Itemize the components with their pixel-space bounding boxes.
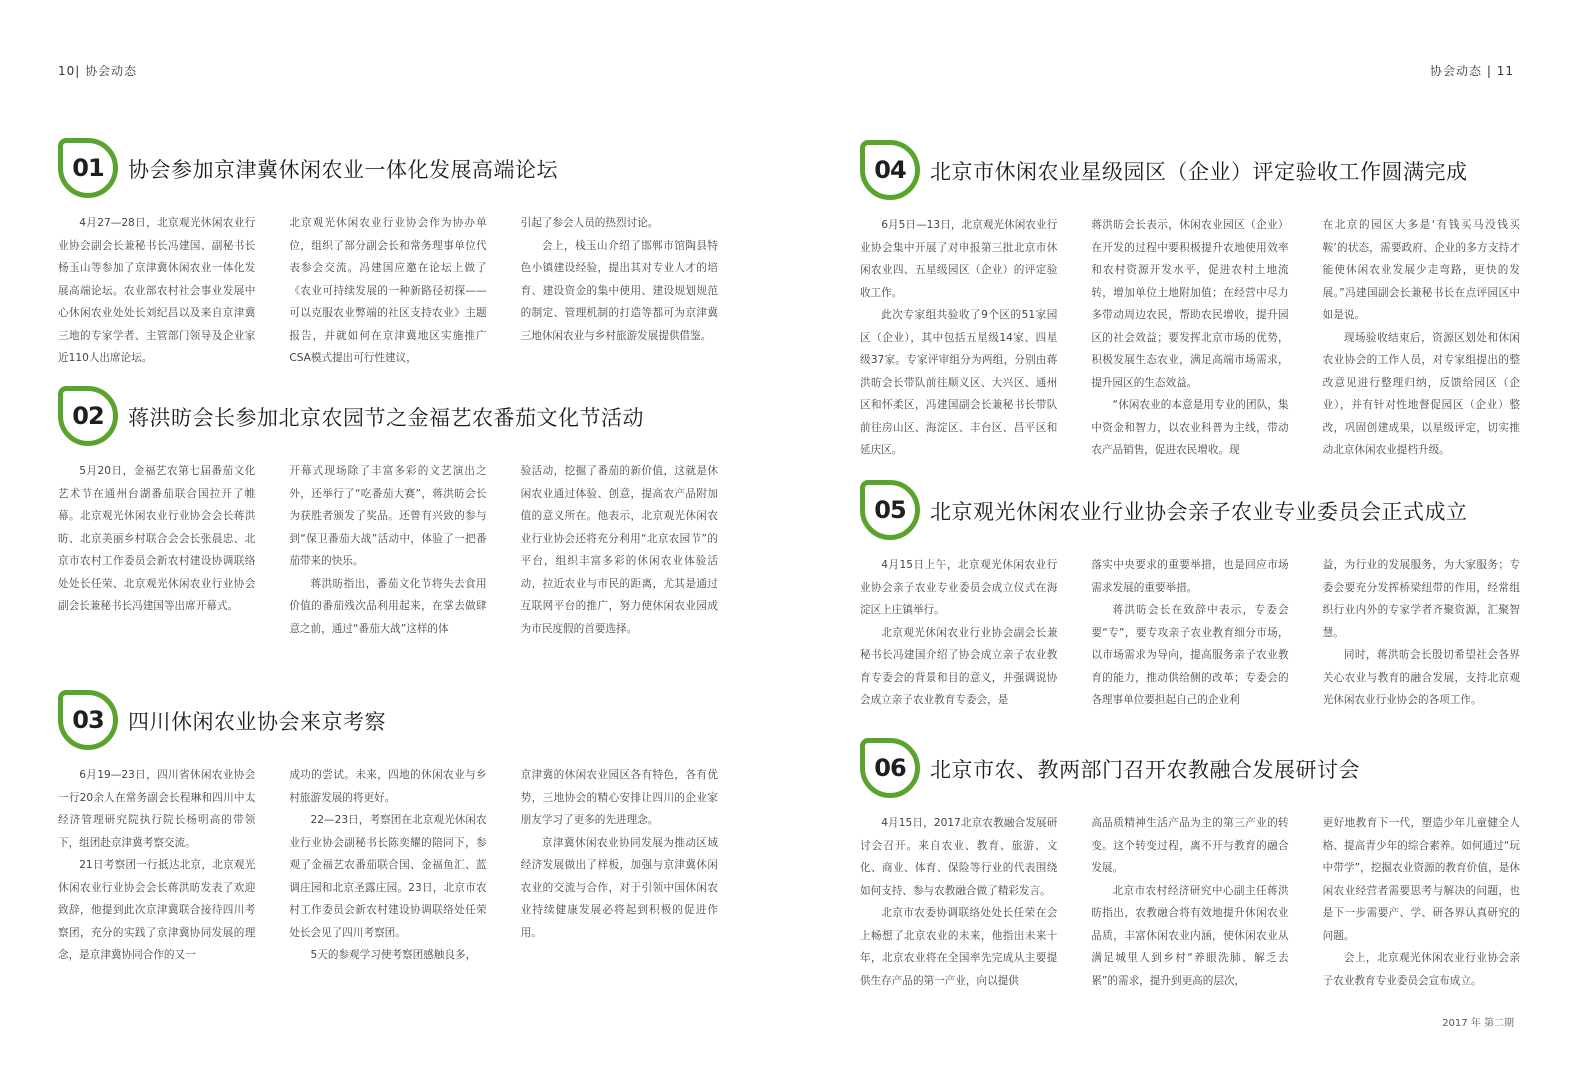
- paragraph: 落实中央要求的重要举措，也是回应市场需求发展的重要举措。: [1091, 559, 1289, 594]
- article-title: 蒋洪昉会长参加北京农园节之金福艺农番茄文化节活动: [128, 406, 644, 430]
- number-badge: [58, 138, 118, 198]
- article-title-row: [860, 140, 1520, 204]
- number-badge: [860, 480, 920, 540]
- paragraph: 益，为行业的发展服务，为大家服务；专委会要充分发挥桥梁纽带的作用，经常组织行业内外的专家学者齐聚资源，汇聚智慧。: [1322, 559, 1520, 639]
- article-body: [58, 460, 718, 640]
- text-column: [521, 460, 718, 640]
- text-column: [1091, 214, 1288, 462]
- paragraph: 此次专家组共验收了9个区的51家园区（企业），其中包括五星级14家、四星级37家。专家评审组分为两组，分别由蒋洪昉会长带队前往顺义区、大兴区、通州区和怀柔区，冯建国副会长兼秘书长带队前往房山区、海淀区、丰台区、昌平区和延庆区。: [860, 309, 1058, 456]
- paragraph: 北京市农委协调联络处处长任荣在会上畅想了北京农业的未来，他指出未来十年，北京农业将在全国率先完成从主要提供生存产品的第一产业，向以提供: [860, 907, 1058, 987]
- article-title-row: [58, 138, 718, 202]
- paragraph: 蒋洪昉会长在致辞中表示，专委会要“专”，要专攻亲子农业教育细分市场，以市场需求为导向，提高服务亲子农业教育的能力，推动供给侧的改革；专委会的各理事单位要担起自己的企业利: [1091, 604, 1289, 706]
- article-number: 03: [72, 706, 104, 734]
- paragraph: 4月15日上午，北京观光休闲农业行业协会亲子农业专业委员会成立仪式在海淀区上庄镇举行。: [860, 559, 1058, 616]
- article-title-row: [860, 480, 1520, 544]
- article-title-row: [860, 738, 1520, 802]
- paragraph: 验活动，挖掘了番茄的新价值，这就是休闲农业通过体验、创意，提高农产品附加值的意义所在。他表示，北京观光休闲农业行业协会还将充分利用“北京农园节”的平台，组织丰富多彩的休闲农业体验活动，拉近农业与市民的距离，尤其是通过互联网平台的推广，努力使休闲农业园成为市民度假的首要选择。: [520, 465, 718, 635]
- article-number: 04: [874, 156, 906, 184]
- paragraph: 更好地教育下一代，塑造少年儿童健全人格、提高青少年的综合素养。如何通过“玩中带学”，挖掘农业资源的教育价值，是休闲农业经营者需要思考与解决的问题，也是下一步需要产、学、研各界认真研究的问题。: [1322, 817, 1520, 942]
- number-badge: [58, 690, 118, 750]
- issue-footer: 2017 年 第二期: [1442, 1018, 1514, 1029]
- article-04: [860, 140, 1520, 462]
- paragraph: 4月27—28日，北京观光休闲农业行业协会副会长兼秘书长冯建国、副秘书长杨玉山等参加了京津冀休闲农业一体化发展高端论坛。农业部农村社会事业发展中心休闲农业处处长刘纪昌以及来自京津冀三地的专家学者、主管部门领导及企业家近110人出席论坛。: [58, 217, 256, 364]
- paragraph: 京津冀休闲农业协同发展为推动区域经济发展做出了样板，加强与京津冀休闲农业的交流与合作，对于引领中国休闲农业持续健康发展必将起到积极的促进作用。: [520, 836, 718, 939]
- article-title: 协会参加京津冀休闲农业一体化发展高端论坛: [128, 158, 558, 182]
- paragraph: 6月19—23日，四川省休闲农业协会一行20余人在常务副会长程琳和四川中太经济管理研究院执行院长杨明高的带领下，组团赴京津冀考察交流。: [58, 769, 256, 849]
- paragraph: 21日考察团一行抵达北京，北京观光休闲农业行业协会会长蒋洪昉发表了欢迎致辞，他提到此次京津冀联合接待四川考察团，充分的实践了京津冀协同发展的理念，是京津冀协同合作的又一: [58, 859, 256, 961]
- article-body: [58, 212, 718, 370]
- paragraph: 在北京的园区大多是‘有钱买马没钱买鞍’的状态，需要政府、企业的多方支持才能使休闲农业发展少走弯路，更快的发展。”冯建国副会长兼秘书长在点评园区中如是说。: [1322, 219, 1520, 321]
- paragraph: “休闲农业的本意是用专业的团队，集中资金和智力，以农业科普为主线，带动农产品销售，促进农民增收。现: [1091, 399, 1289, 456]
- text-column: [1323, 214, 1520, 462]
- paragraph: 开幕式现场除了丰富多彩的文艺演出之外，还举行了“吃番茄大赛”，蒋洪昉会长为获胜者颁发了奖品。还曾有兴致的参与到“保卫番茄大战”活动中，体验了一把番茄带来的快乐。: [289, 465, 487, 567]
- running-header-left: 10| 协会动态: [58, 64, 138, 78]
- text-column: [1091, 554, 1288, 712]
- text-column: [289, 460, 486, 640]
- paragraph: 22—23日，考察团在北京观光休闲农业行业协会副秘书长陈奕耀的陪同下，参观了金福艺农番茄联合国、金福鱼汇、蓝调庄园和北京圣露庄园。23日，北京市农村工作委员会新农村建设协调联络处任荣处长会见了四川考察团。: [289, 814, 487, 939]
- article-06: [860, 738, 1520, 992]
- paragraph: 4月15日，2017北京农教融合发展研讨会召开。来自农业、教育、旅游、文化、商业、体育、保险等行业的代表围绕如何支持、参与农教融合做了精彩发言。: [860, 817, 1058, 897]
- article-body: [860, 812, 1520, 992]
- article-02: [58, 386, 718, 640]
- paragraph: 现场验收结束后，资源区划处和休闲农业协会的工作人员，对专家组提出的整改意见进行整理归纳，反馈给园区（企业），并有针对性地督促园区（企业）整改，巩固创建成果，以星级评定，切实推动北京休闲农业提档升级。: [1322, 331, 1520, 456]
- article-title: 北京市休闲农业星级园区（企业）评定验收工作圆满完成: [930, 160, 1468, 184]
- paragraph: 北京观光休闲农业行业协会作为协办单位，组织了部分副会长和常务理事单位代表参会交流。冯建国应邀在论坛上做了《农业可持续发展的一种新路径初探——可以克服农业弊端的社区支持农业》主题报告，并就如何在京津冀地区实施推广CSA模式提出可行性建议，: [289, 217, 487, 364]
- article-title: 北京观光休闲农业行业协会亲子农业专业委员会正式成立: [930, 500, 1468, 524]
- text-column: [860, 214, 1057, 462]
- article-number: 06: [874, 754, 906, 782]
- article-01: [58, 138, 718, 370]
- article-03: [58, 690, 718, 967]
- text-column: [860, 812, 1057, 992]
- paragraph: 引起了参会人员的热烈讨论。: [520, 217, 659, 229]
- paragraph: 北京市农村经济研究中心副主任蒋洪昉指出，农教融合将有效地提升休闲农业品质，丰富休闲农业内涵，使休闲农业从满足城里人到乡村“养眼洗肺、解乏去累”的需求，提升到更高的层次，: [1091, 884, 1289, 987]
- text-column: [58, 212, 255, 370]
- paragraph: 北京观光休闲农业行业协会副会长兼秘书长冯建国介绍了协会成立亲子农业教育专委会的背景和目的意义，并强调说协会成立亲子农业教育专委会，是: [860, 626, 1058, 706]
- paragraph: 京津冀的休闲农业园区各有特色，各有优势，三地协会的精心安排让四川的企业家朋友学习了更多的先进理念。: [520, 769, 718, 826]
- paragraph: 同时，蒋洪昉会长殷切希望社会各界关心农业与教育的融合发展，支持北京观光休闲农业行业协会的各项工作。: [1322, 649, 1520, 706]
- text-column: [1323, 812, 1520, 992]
- number-badge: [860, 140, 920, 200]
- article-number: 05: [874, 496, 906, 524]
- number-badge: [860, 738, 920, 798]
- article-body: [860, 214, 1520, 462]
- article-title-row: [58, 386, 718, 450]
- text-column: [1091, 812, 1288, 992]
- text-column: [521, 764, 718, 967]
- article-number: 02: [72, 402, 104, 430]
- article-body: [58, 764, 718, 967]
- article-title-row: [58, 690, 718, 754]
- text-column: [521, 212, 718, 370]
- article-number: 01: [72, 154, 104, 182]
- paragraph: 成功的尝试。未来，四地的休闲农业与乡村旅游发展的将更好。: [289, 769, 487, 804]
- text-column: [860, 554, 1057, 712]
- paragraph: 6月5日—13日，北京观光休闲农业行业协会集中开展了对申报第三批北京市休闲农业四、五星级园区（企业）的评定验收工作。: [860, 219, 1058, 299]
- article-title: 四川休闲农业协会来京考察: [128, 710, 386, 734]
- paragraph: 高品质精神生活产品为主的第三产业的转变。这个转变过程，离不开与教育的融合发展。: [1091, 817, 1289, 874]
- paragraph: 5月20日，金福艺农第七届番茄文化艺术节在通州台湖番茄联合国拉开了帷幕。北京观光休闲农业行业协会会长蒋洪昉、北京美丽乡村联合会会长张晨忠、北京市农村工作委员会新农村建设协调联络处处长任荣、北京观光休闲农业行业协会副会长兼秘书长冯建国等出席开幕式。: [58, 465, 256, 612]
- text-column: [289, 212, 486, 370]
- article-body: [860, 554, 1520, 712]
- number-badge: [58, 386, 118, 446]
- text-column: [58, 460, 255, 640]
- paragraph: 蒋洪昉指出，番茄文化节将失去食用价值的番茄残次品利用起来，在掌去做肆意之前，通过“番茄大战”这样的体: [289, 577, 487, 635]
- article-05: [860, 480, 1520, 712]
- article-title: 北京市农、教两部门召开农教融合发展研讨会: [930, 758, 1360, 782]
- text-column: [1323, 554, 1520, 712]
- paragraph: 会上，北京观光休闲农业行业协会亲子农业教育专业委员会宣布成立。: [1322, 952, 1520, 987]
- paragraph: 蒋洪昉会长表示，休闲农业园区（企业）在开发的过程中要积极提升农地使用效率和农村资源开发水平，促进农村土地流转，增加单位土地附加值；在经营中尽力多带动周边农民，帮助农民增收，提升园区的社会效益；要发挥北京市场的优势，积极发展生态农业，满足高端市场需求，提升园区的生态效益。: [1091, 219, 1289, 389]
- text-column: [58, 764, 255, 967]
- text-column: [289, 764, 486, 967]
- paragraph: 会上，栈玉山介绍了邯郸市馆陶县特色小镇建设经验，提出其对专业人才的培育、建设资金的集中使用、建设规划规范的制定、管理机制的打造等都可为京津冀三地休闲农业与乡村旅游发展提供借鉴。: [520, 239, 718, 342]
- paragraph: 5天的参观学习使考察团感触良多，: [310, 949, 477, 961]
- running-header-right: 协会动态 | 11: [1430, 64, 1514, 78]
